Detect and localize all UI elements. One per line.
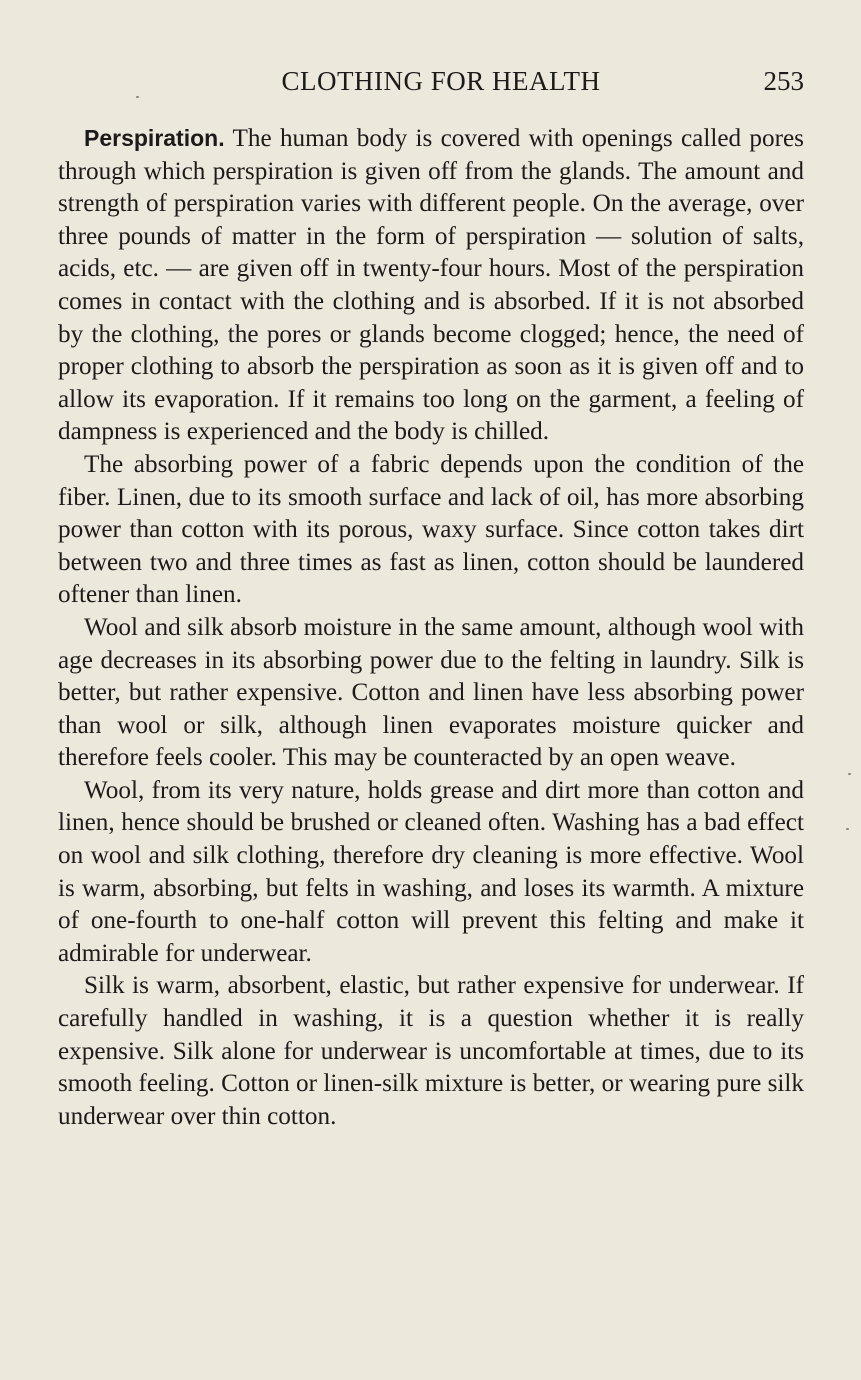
paragraph-text: Wool and silk absorb moisture in the same amount, although wool with age decreases in its absorbing power due to the felting in laundry. Silk is better, but rather expensive. Cotton and linen have less absorbing power than wool or silk, although linen evaporates moisture quicker and therefore feels cooler. This may be counteracted by an open weave. (58, 613, 804, 772)
paragraph-silk (58, 970, 804, 1133)
paragraph-text: Wool, from its very nature, holds grease and dirt more than cotton and linen, hence should be brushed or cleaned often. Washing has a bad effect on wool and silk clothing, therefore dry cleaning is more effective. Wool is warm, absorbing, but felts in washing, and loses its warmth. A mixture of one-fourth to one-half cotton will prevent this felting and make it admirable for underwear. (58, 776, 804, 967)
paragraph-perspiration (58, 122, 804, 449)
paragraph-wool-nature (58, 775, 804, 971)
running-head (58, 64, 804, 104)
section-heading: Perspiration. (84, 125, 225, 151)
paragraph-text: The absorbing power of a fabric depends upon the condition of the fiber. Linen, due to its smooth surface and lack of oil, has more absorbing power than cotton with its porous, waxy surface. Since cotton takes dirt between two and three times as fast as linen, cotton should be laundered oftener than linen. (58, 450, 804, 609)
page-number: 253 (763, 66, 804, 96)
paper-speck (848, 773, 851, 775)
paragraph-wool-and-silk (58, 612, 804, 775)
paper-speck (136, 96, 139, 98)
paragraph-text: Silk is warm, absorbent, elastic, but rather expensive for underwear. If carefully handled in washing, it is a question whether it is really expensive. Silk alone for underwear is uncomfortable at times, due to its smooth feeling. Cotton or linen-silk mixture is better, or wearing pure silk underwear over thin cotton. (58, 972, 804, 1130)
paragraph-text: The human body is covered with openings called pores through which perspiration is given off from the glands. The amount and strength of perspiration varies with different people. On the average, over three pounds of matter in the form of perspiration — solution of salts, acids, etc. — are given off in twenty-four hours. Most of the perspiration comes in contact with the clothing and is absorbed. If it is not absorbed by the clothing, the pores or glands become clogged; hence, the need of proper clothing to absorb the perspiration as soon as it is given off and to allow its evaporation. If it remains too long on the garment, a feeling of dampness is experienced and the body is chilled. (58, 125, 804, 446)
body-text (58, 122, 804, 1133)
paragraph-absorbing-power (58, 449, 804, 612)
paper-speck (846, 828, 849, 830)
page-title: CLOTHING FOR HEALTH (281, 66, 601, 96)
